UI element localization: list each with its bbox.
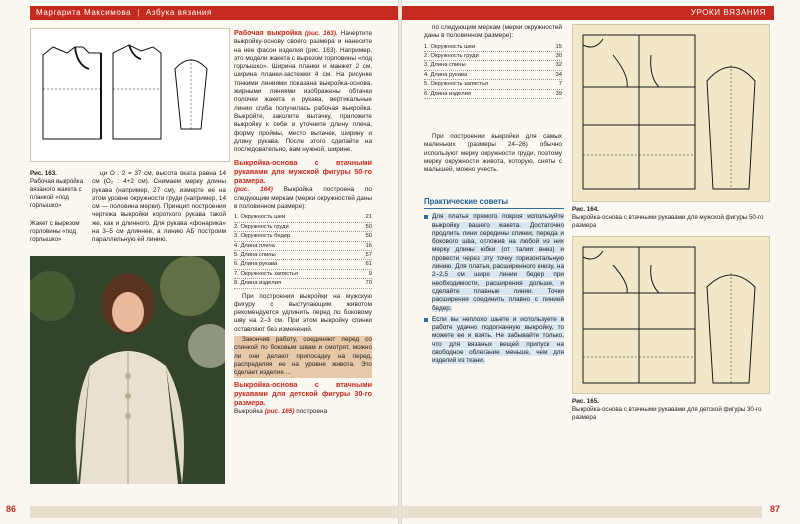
right-page [402,0,800,524]
header-title: УРОКИ ВЯЗАНИЯ [690,8,766,17]
list-item: 2. Окружность груди 30 [424,52,562,61]
tip-item: Если вы неплохо шьете и используете в работе удачно подогнанную выкройку, то можете ее и взять. Не забывайте только, что для вязаных вещей припуск на свободное облегание меньше, чем для изделий из ткани. [424,316,564,366]
figure-164-drawing [573,25,769,201]
figure-164-caption: Рис. 164. Выкройка-основа с втачными рукавами для мужской фигуры 50-го размера [572,206,764,229]
photo-jacket [30,256,225,484]
sleeve-text: ци О : 2 = 37 см, высота оката равна 14 см (О₂ : 4+2 см). Снимаем мерку длины рукава (например, 27 см), измерте ее на этом уровне окружности груди (например, 14 см — половина мерки). Принцип построения чертежа выкройки короткого рукава такой же, как и длинного. Для рукава «фонарика» на 3–5 см длиннее, а линию АБ построим параллельную ей линию. [92,170,226,244]
list-item: 1. Окружность шеи 21 [234,213,372,222]
right-header [402,6,774,20]
ref-fig-164: (рис. 164) [234,186,273,194]
list-item: 2. Окружность груди 50 [234,223,372,232]
tips-title: Практические советы [424,197,509,206]
left-footer-bar [30,506,398,518]
list-item: 1. Окружность шеи 15 [424,43,562,52]
heading-child-pattern: Выкройка-основа с втачными рукавами для детской фигуры 30-го размера. [234,379,372,407]
figure-163-drawing [31,29,229,161]
list-item: 6. Длина рукава 61 [234,260,372,269]
page-number-left: 86 [6,504,17,514]
figure-164 [572,24,770,202]
figure-163 [30,28,230,162]
left-header: Маргарита Максимова | Азбука вязания [30,6,398,20]
figure-165 [572,236,770,394]
list-item: 3. Окружность бедер 50 [234,232,372,241]
heading-working-pattern: Рабочая выкройка [234,28,302,37]
list-item: 6. Длина изделия 39 [424,90,562,99]
ref-fig-163: (рис. 163). [304,30,338,37]
right-footer-bar [402,506,762,518]
list-item: 4. Длина рукава 34 [424,71,562,80]
figure-165-drawing [573,237,769,393]
list-item: 5. Длина спины 57 [234,251,372,260]
list-item: 3. Длина спины 32 [424,61,562,70]
left-page [0,0,398,524]
list-item: 7. Окружность запястья 9 [234,270,372,279]
header-book: Азбука вязания [145,8,212,17]
child-measures-list [424,43,562,99]
photo-caption: Жакет с вырезом горловины «под горлышко» [30,220,80,243]
list-item: 8. Длина изделия 70 [234,279,372,288]
figure-165-caption: Рис. 165. Выкройка-основа с втачными рукавами для детской фигуры 30-го размера [572,398,762,421]
figure-163-title: Рис. 163. [30,170,57,177]
men-measures-list [234,213,372,288]
ref-fig-165: (рис. 165) [264,407,295,415]
page-number-right: 87 [770,504,781,514]
photo-woman-jacket [30,256,225,484]
right-column-text: по следующим меркам (мерки окружностей даны в половинном размере): 1. Окружность шеи 15 2. Окружность груди 30 3. Длина спины 32 4. Длина рукава 34 5. Окружность запястья 7 6. Длина изделия 39 При построении выкройки для самых маленьких (размеры 24–26) обычно используют мерку окружности груди, поэтому мерку окружности живота, которую, сняты с малышей, можно учесть. [424,24,562,174]
tip-item: Для платья прямого покроя используйте выкройку вашего жакета. Достаточно продлить лини середины спинки, переда и бокового шва, отложив на любой из них мерку длины юбки (от талии вниз) и провести через эту точку горизонтальную линию. Для платья, расширенного книзу, на 2–2,5 см шире линии бедер при необходимости, расширения дольше, и сделайте плавные линии. Точки расширения соединить плавно с линией бедер. [424,213,564,313]
left-column-text: Рабочая выкройка (рис. 163). Начертите выкройку-основу своего размера и нанесите на нее фасон изделия (рис. 163). Например, это модели жакета с вырезом горловины «под горлышко». Ширина планки и манжет 2 см, ширина планки-застежки 4 см. На рисунке тонкими линиями показана выкройка-основа, жирными линиями изображены обтачки полочки жакета и рукава, вертикальные линии сгиба получилась рабочая выкройка. Выкройте, заколите вытачку, приложите выкройку к себе и уточните длину плеча, форму проймы, место вытачек, ширину и длину рукава. После этого сделайте на последовательно, вам нужной, ширине. Выкройка-основа с втачными рукавами для мужской фигуры 50-го размера. (рис. 164) Выкройка построена по следующим меркам (мерки окружностей даны в половинном размере): 1. Окружность шеи 21 2. Окружность груди 50 3. Окружность бедер 50 4. Длина плеча 16 5. Длина спины 57 6. Длина рукава 61 7. Окружность запястья 9 8. Длина изделия 70 При построении выкройки на мужскую фигуру с выступающим животом рекомендуется удлинить перед по боковому шву на 2–3 см. При этом выкройку спинки оставляют без изменений. Закончив работу, соединяют перед со спинкой по боковым швам и смотрят, можно ли они делают припосадку на перед, распределяя ее на уровне живота. Это сделает изделие ... Выкройка-основа с втачными рукавами для детской фигуры 30-го размера. Выкройка (рис. 165) построена [234,28,372,415]
heading-men-pattern: Выкройка-основа с втачными рукавами для мужской фигуры 50-го размера. [234,158,372,186]
list-item: 4. Длина плеча 16 [234,242,372,251]
figure-163-caption [30,170,86,210]
practical-tips [424,198,564,369]
figure-163-desc: Рабочая выкройка вязаного жакета с планкой «под горлышко» [30,178,84,209]
list-item: 5. Окружность запястья 7 [424,80,562,89]
header-author: Маргарита Максимова [36,8,132,17]
